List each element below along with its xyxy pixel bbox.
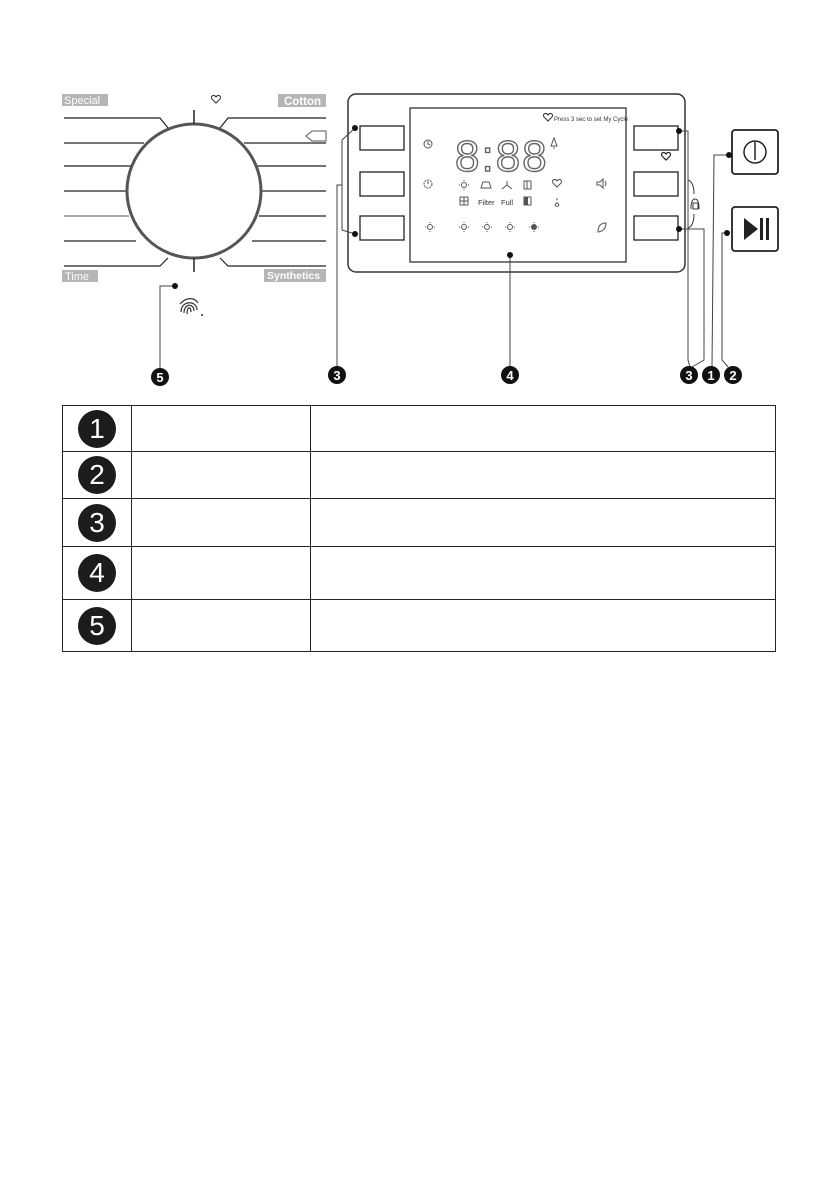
my-cycle-hint: Press 3 sec to set My Cycle bbox=[554, 117, 629, 123]
right-button-group bbox=[634, 126, 678, 240]
legend-name bbox=[132, 600, 311, 652]
cotton-indicator-icon bbox=[306, 131, 326, 141]
legend-table bbox=[62, 405, 776, 652]
legend-description bbox=[311, 452, 776, 499]
legend-name bbox=[132, 499, 311, 547]
legend-description bbox=[311, 600, 776, 652]
child-lock-icon bbox=[691, 199, 699, 209]
legend-badge: 5 bbox=[78, 607, 116, 645]
callout-3-left: 3 bbox=[333, 368, 341, 383]
legend-row bbox=[63, 547, 776, 600]
right-middle-button[interactable] bbox=[634, 172, 678, 196]
callout-5: 5 bbox=[156, 370, 164, 385]
synthetics-label: Synthetics bbox=[267, 270, 321, 282]
cotton-label: Cotton bbox=[284, 96, 322, 108]
legend-name bbox=[132, 452, 311, 499]
legend-name bbox=[132, 406, 311, 452]
legend-row bbox=[63, 406, 776, 452]
full-label: Full bbox=[501, 198, 514, 207]
filter-label: Filter bbox=[478, 198, 495, 207]
callout-3-right: 3 bbox=[685, 368, 693, 383]
left-top-button[interactable] bbox=[360, 126, 404, 150]
special-label: Special bbox=[64, 95, 101, 107]
legend-row bbox=[63, 600, 776, 652]
legend-row bbox=[63, 452, 776, 499]
legend-badge: 1 bbox=[78, 410, 116, 448]
control-panel-diagram bbox=[0, 0, 840, 400]
heart-icon bbox=[211, 96, 220, 103]
legend-badge: 3 bbox=[78, 504, 116, 542]
legend-description bbox=[311, 406, 776, 452]
legend-badge: 2 bbox=[78, 456, 116, 494]
wool-mark-icon bbox=[180, 299, 198, 314]
legend-badge: 4 bbox=[78, 554, 116, 592]
legend-description bbox=[311, 499, 776, 547]
time-digits: 8:88 bbox=[455, 132, 549, 181]
registered-mark bbox=[201, 314, 203, 316]
callout-1: 1 bbox=[707, 368, 715, 383]
callout-badges bbox=[151, 366, 742, 386]
right-top-button[interactable] bbox=[634, 126, 678, 150]
heart-icon bbox=[661, 153, 670, 160]
callout-4: 4 bbox=[506, 368, 514, 383]
time-label: Time bbox=[65, 271, 90, 283]
right-bottom-button[interactable] bbox=[634, 216, 678, 240]
legend-row bbox=[63, 499, 776, 547]
left-middle-button[interactable] bbox=[360, 172, 404, 196]
left-bottom-button[interactable] bbox=[360, 216, 404, 240]
left-button-group bbox=[360, 126, 404, 240]
legend-description bbox=[311, 547, 776, 600]
program-dial[interactable] bbox=[127, 124, 261, 258]
callout-2: 2 bbox=[729, 368, 737, 383]
program-dial-section bbox=[62, 94, 326, 316]
legend-name bbox=[132, 547, 311, 600]
